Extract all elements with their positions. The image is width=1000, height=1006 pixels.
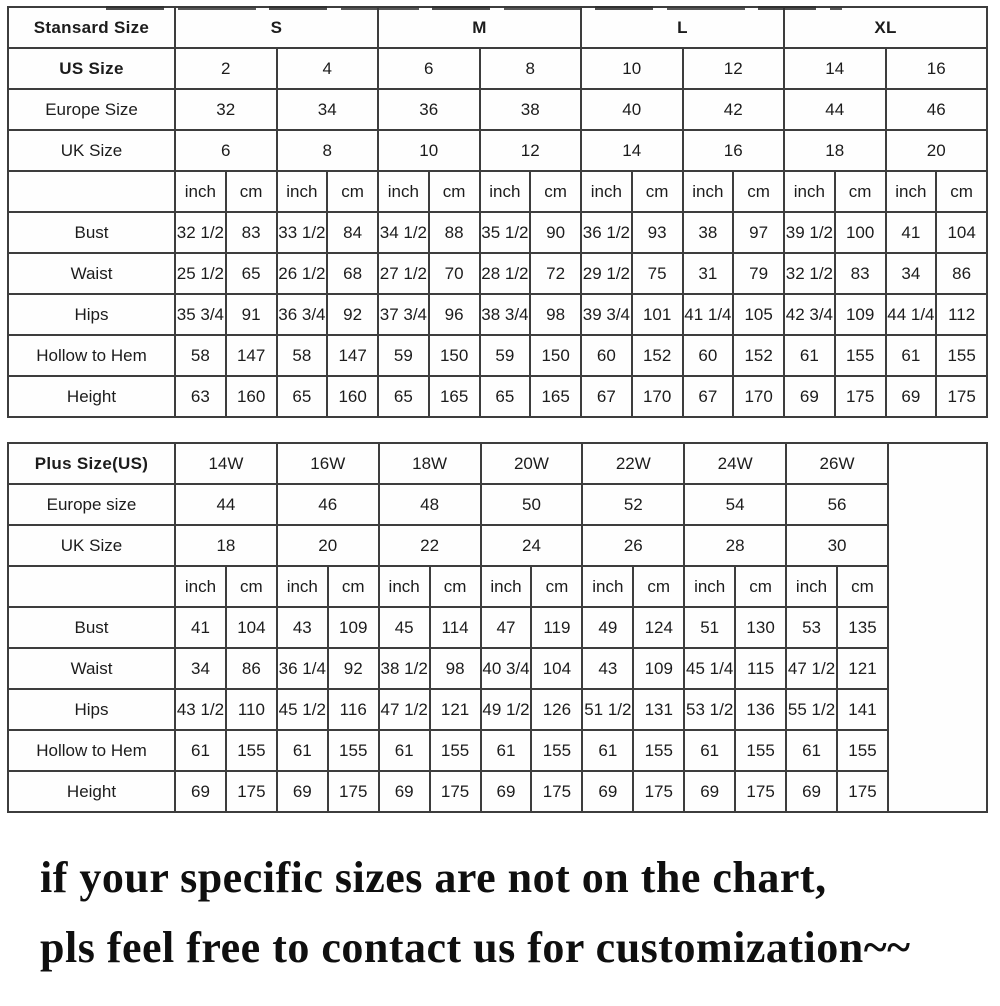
- table-cell: 150: [429, 335, 480, 376]
- table-cell: 67: [581, 376, 632, 417]
- table-cell: 41: [175, 607, 226, 648]
- table-cell: 41 1/4: [683, 294, 734, 335]
- table-cell: 175: [226, 771, 277, 812]
- table-cell: 26W: [786, 443, 888, 484]
- table-cell: 96: [429, 294, 480, 335]
- table-cell: 68: [327, 253, 378, 294]
- table-cell: 165: [429, 376, 480, 417]
- table-cell: 109: [633, 648, 684, 689]
- table-cell: 69: [379, 771, 430, 812]
- table-cell: 69: [684, 771, 735, 812]
- table-cell: 31: [683, 253, 734, 294]
- row-label: Hips: [8, 294, 175, 335]
- table-cell: 114: [430, 607, 481, 648]
- table-cell: 24W: [684, 443, 786, 484]
- table-cell: 52: [582, 484, 684, 525]
- table-cell: 45: [379, 607, 430, 648]
- table-cell: inch: [378, 171, 429, 212]
- table-cell: inch: [175, 566, 226, 607]
- table-cell: 155: [226, 730, 277, 771]
- table-row: [8, 771, 987, 812]
- empty-spacer-cell: [888, 443, 987, 812]
- table-cell: 69: [277, 771, 328, 812]
- table-cell: 22: [379, 525, 481, 566]
- table-cell: 61: [684, 730, 735, 771]
- table-cell: 35 1/2: [480, 212, 531, 253]
- table-cell: 58: [277, 335, 328, 376]
- table-cell: 84: [327, 212, 378, 253]
- table-cell: 79: [733, 253, 784, 294]
- table-cell: 54: [684, 484, 786, 525]
- table-cell: inch: [684, 566, 735, 607]
- table-cell: cm: [531, 566, 582, 607]
- row-label: Height: [8, 376, 175, 417]
- table-cell: 61: [784, 335, 835, 376]
- note-line-2: pls feel free to contact us for customization~~: [40, 923, 911, 972]
- table-cell: 126: [531, 689, 582, 730]
- table-cell: 72: [530, 253, 581, 294]
- table-cell: cm: [633, 566, 684, 607]
- table-cell: 61: [175, 730, 226, 771]
- table-cell: inch: [886, 171, 937, 212]
- table-cell: 44 1/4: [886, 294, 937, 335]
- table-row: [8, 212, 987, 253]
- row-label: Waist: [8, 648, 175, 689]
- table-cell: 110: [226, 689, 277, 730]
- table-cell: 47: [481, 607, 532, 648]
- table-cell: inch: [582, 566, 633, 607]
- table-cell: 121: [837, 648, 888, 689]
- table-cell: 131: [633, 689, 684, 730]
- table-cell: S: [175, 7, 378, 48]
- table-cell: 47 1/2: [379, 689, 430, 730]
- table-row: [8, 566, 987, 607]
- table-cell: 175: [735, 771, 786, 812]
- table-cell: 40: [581, 89, 683, 130]
- row-label: Bust: [8, 212, 175, 253]
- table-cell: 38: [480, 89, 582, 130]
- table-cell: 93: [632, 212, 683, 253]
- row-label: US Size: [8, 48, 175, 89]
- table-cell: 147: [327, 335, 378, 376]
- table-row: [8, 89, 987, 130]
- table-cell: 165: [530, 376, 581, 417]
- row-label: Plus Size(US): [8, 443, 175, 484]
- row-label: Europe Size: [8, 89, 175, 130]
- table-cell: 18: [175, 525, 277, 566]
- table-cell: cm: [226, 171, 277, 212]
- table-cell: 34: [886, 253, 937, 294]
- table-cell: 28 1/2: [480, 253, 531, 294]
- table-cell: 155: [735, 730, 786, 771]
- table-cell: 121: [430, 689, 481, 730]
- table-cell: 29 1/2: [581, 253, 632, 294]
- table-cell: 16W: [277, 443, 379, 484]
- table-cell: 100: [835, 212, 886, 253]
- table-cell: 36 1/2: [581, 212, 632, 253]
- table-cell: 36: [378, 89, 480, 130]
- table-cell: 86: [936, 253, 987, 294]
- table-cell: 42: [683, 89, 785, 130]
- table-cell: 155: [837, 730, 888, 771]
- table-cell: cm: [430, 566, 481, 607]
- table-cell: 43: [277, 607, 328, 648]
- table-cell: 6: [378, 48, 480, 89]
- table-cell: 46: [277, 484, 379, 525]
- table-cell: 136: [735, 689, 786, 730]
- table-cell: cm: [835, 171, 886, 212]
- table-cell: 45 1/2: [277, 689, 328, 730]
- table-cell: 152: [733, 335, 784, 376]
- table-cell: 155: [633, 730, 684, 771]
- table-cell: 69: [175, 771, 226, 812]
- table-cell: 61: [582, 730, 633, 771]
- table-cell: 51 1/2: [582, 689, 633, 730]
- table-row: [8, 48, 987, 89]
- row-label: UK Size: [8, 525, 175, 566]
- table-cell: 69: [481, 771, 532, 812]
- table-cell: 135: [837, 607, 888, 648]
- table-cell: 44: [175, 484, 277, 525]
- table-cell: cm: [632, 171, 683, 212]
- row-label: Hips: [8, 689, 175, 730]
- table-cell: 155: [936, 335, 987, 376]
- table-cell: 34: [277, 89, 379, 130]
- table-cell: 12: [683, 48, 785, 89]
- table-cell: 75: [632, 253, 683, 294]
- table-cell: inch: [277, 171, 328, 212]
- table-cell: 55 1/2: [786, 689, 837, 730]
- table-cell: 36 3/4: [277, 294, 328, 335]
- table-cell: inch: [277, 566, 328, 607]
- table-cell: 170: [733, 376, 784, 417]
- table-cell: 92: [328, 648, 379, 689]
- table-cell: 86: [226, 648, 277, 689]
- table-cell: 28: [684, 525, 786, 566]
- table-cell: 175: [936, 376, 987, 417]
- table-row: [8, 376, 987, 417]
- table-cell: 91: [226, 294, 277, 335]
- table-cell: cm: [327, 171, 378, 212]
- table-cell: inch: [481, 566, 532, 607]
- table-cell: 61: [786, 730, 837, 771]
- table-row: [8, 335, 987, 376]
- table-cell: 160: [327, 376, 378, 417]
- table-cell: 59: [378, 335, 429, 376]
- table-cell: 104: [226, 607, 277, 648]
- table-cell: 45 1/4: [684, 648, 735, 689]
- table-cell: 33 1/2: [277, 212, 328, 253]
- table-cell: 41: [886, 212, 937, 253]
- table-cell: 49: [582, 607, 633, 648]
- row-label: [8, 566, 175, 607]
- table-cell: 160: [226, 376, 277, 417]
- table-cell: 175: [837, 771, 888, 812]
- table-cell: 60: [683, 335, 734, 376]
- table-cell: 152: [632, 335, 683, 376]
- table-cell: 90: [530, 212, 581, 253]
- table-cell: 8: [277, 130, 379, 171]
- table-cell: 46: [886, 89, 988, 130]
- table-cell: 59: [480, 335, 531, 376]
- table-cell: 49 1/2: [481, 689, 532, 730]
- table-cell: 170: [632, 376, 683, 417]
- table-cell: 124: [633, 607, 684, 648]
- table-cell: 53: [786, 607, 837, 648]
- table-cell: 141: [837, 689, 888, 730]
- table-cell: 50: [481, 484, 583, 525]
- note-line-1: if your specific sizes are not on the chart,: [40, 853, 827, 902]
- table-cell: 69: [786, 771, 837, 812]
- table-cell: 20: [886, 130, 988, 171]
- table-cell: 27 1/2: [378, 253, 429, 294]
- table-cell: 51: [684, 607, 735, 648]
- table-cell: 43 1/2: [175, 689, 226, 730]
- table-row: [8, 130, 987, 171]
- table-cell: 18W: [379, 443, 481, 484]
- table-cell: 155: [430, 730, 481, 771]
- table-cell: 16: [683, 130, 785, 171]
- table-cell: 98: [530, 294, 581, 335]
- table-cell: 16: [886, 48, 988, 89]
- table-row: [8, 648, 987, 689]
- table-cell: cm: [429, 171, 480, 212]
- table-cell: 155: [835, 335, 886, 376]
- table-cell: cm: [733, 171, 784, 212]
- table-cell: M: [378, 7, 581, 48]
- table-cell: 32: [175, 89, 277, 130]
- table-cell: 58: [175, 335, 226, 376]
- row-label: Hollow to Hem: [8, 335, 175, 376]
- row-label: UK Size: [8, 130, 175, 171]
- table-cell: 69: [886, 376, 937, 417]
- table-cell: cm: [936, 171, 987, 212]
- table-cell: 40 3/4: [481, 648, 532, 689]
- table-cell: 53 1/2: [684, 689, 735, 730]
- table-cell: 26 1/2: [277, 253, 328, 294]
- table-cell: 10: [581, 48, 683, 89]
- table-cell: 32 1/2: [175, 212, 226, 253]
- table-cell: 115: [735, 648, 786, 689]
- table-cell: 98: [430, 648, 481, 689]
- table-cell: cm: [837, 566, 888, 607]
- table-cell: 12: [480, 130, 582, 171]
- table-row: [8, 253, 987, 294]
- table-cell: 104: [936, 212, 987, 253]
- table-cell: 39 1/2: [784, 212, 835, 253]
- table-cell: 14W: [175, 443, 277, 484]
- table-cell: cm: [328, 566, 379, 607]
- table-cell: 20W: [481, 443, 583, 484]
- table-cell: 18: [784, 130, 886, 171]
- table-cell: 101: [632, 294, 683, 335]
- table-cell: 88: [429, 212, 480, 253]
- table-cell: 67: [683, 376, 734, 417]
- table-row: [8, 484, 987, 525]
- table-cell: 147: [226, 335, 277, 376]
- table-row: [8, 7, 987, 48]
- table-cell: 38 3/4: [480, 294, 531, 335]
- table-cell: 34 1/2: [378, 212, 429, 253]
- table-cell: 61: [886, 335, 937, 376]
- table-cell: 63: [175, 376, 226, 417]
- table-cell: 32 1/2: [784, 253, 835, 294]
- top-crop-artifact: [106, 6, 842, 10]
- table-cell: 65: [480, 376, 531, 417]
- table-cell: inch: [683, 171, 734, 212]
- table-cell: 70: [429, 253, 480, 294]
- table-cell: 112: [936, 294, 987, 335]
- table-cell: 92: [327, 294, 378, 335]
- table-row: [8, 689, 987, 730]
- table-cell: 56: [786, 484, 888, 525]
- table-cell: 65: [378, 376, 429, 417]
- table-cell: 69: [784, 376, 835, 417]
- table-cell: 65: [277, 376, 328, 417]
- table-cell: 175: [328, 771, 379, 812]
- table-row: [8, 294, 987, 335]
- table-cell: 8: [480, 48, 582, 89]
- table-cell: 65: [226, 253, 277, 294]
- table-cell: inch: [379, 566, 430, 607]
- table-cell: 10: [378, 130, 480, 171]
- table-cell: 150: [530, 335, 581, 376]
- table-cell: 14: [784, 48, 886, 89]
- table-cell: inch: [175, 171, 226, 212]
- table-cell: 43: [582, 648, 633, 689]
- table-cell: 61: [277, 730, 328, 771]
- table-cell: inch: [581, 171, 632, 212]
- table-cell: 119: [531, 607, 582, 648]
- row-label: [8, 171, 175, 212]
- table-cell: 175: [835, 376, 886, 417]
- table-cell: 30: [786, 525, 888, 566]
- row-label: Bust: [8, 607, 175, 648]
- table-cell: 97: [733, 212, 784, 253]
- table-cell: 175: [430, 771, 481, 812]
- table-cell: 4: [277, 48, 379, 89]
- row-label: Europe size: [8, 484, 175, 525]
- table-cell: 22W: [582, 443, 684, 484]
- table-cell: inch: [480, 171, 531, 212]
- table-cell: cm: [735, 566, 786, 607]
- table-row: [8, 443, 987, 484]
- table-cell: 25 1/2: [175, 253, 226, 294]
- table-cell: 24: [481, 525, 583, 566]
- table-cell: 175: [633, 771, 684, 812]
- plus-size-table: [7, 442, 988, 813]
- table-row: [8, 607, 987, 648]
- table-cell: 155: [531, 730, 582, 771]
- table-cell: 42 3/4: [784, 294, 835, 335]
- table-cell: 26: [582, 525, 684, 566]
- table-row: [8, 171, 987, 212]
- table-cell: 83: [226, 212, 277, 253]
- table-cell: 83: [835, 253, 886, 294]
- table-cell: 109: [835, 294, 886, 335]
- table-cell: 38: [683, 212, 734, 253]
- customization-note: [40, 843, 1000, 983]
- table-cell: cm: [530, 171, 581, 212]
- standard-size-table: [7, 6, 988, 418]
- row-label: Waist: [8, 253, 175, 294]
- table-cell: 36 1/4: [277, 648, 328, 689]
- table-cell: L: [581, 7, 784, 48]
- row-label: Hollow to Hem: [8, 730, 175, 771]
- table-cell: 20: [277, 525, 379, 566]
- table-cell: XL: [784, 7, 987, 48]
- table-cell: inch: [786, 566, 837, 607]
- row-label: Stansard Size: [8, 7, 175, 48]
- table-cell: 105: [733, 294, 784, 335]
- table-cell: 130: [735, 607, 786, 648]
- table-cell: 37 3/4: [378, 294, 429, 335]
- table-cell: 48: [379, 484, 481, 525]
- table-cell: 60: [581, 335, 632, 376]
- table-cell: 61: [481, 730, 532, 771]
- table-row: [8, 730, 987, 771]
- table-cell: 109: [328, 607, 379, 648]
- table-cell: 6: [175, 130, 277, 171]
- table-cell: cm: [226, 566, 277, 607]
- table-cell: 34: [175, 648, 226, 689]
- table-cell: 69: [582, 771, 633, 812]
- table-cell: 175: [531, 771, 582, 812]
- table-cell: 35 3/4: [175, 294, 226, 335]
- table-cell: 104: [531, 648, 582, 689]
- row-label: Height: [8, 771, 175, 812]
- table-row: [8, 525, 987, 566]
- table-cell: 61: [379, 730, 430, 771]
- table-cell: 47 1/2: [786, 648, 837, 689]
- table-cell: 14: [581, 130, 683, 171]
- table-cell: 116: [328, 689, 379, 730]
- table-cell: 155: [328, 730, 379, 771]
- table-cell: 44: [784, 89, 886, 130]
- table-cell: 38 1/2: [379, 648, 430, 689]
- table-cell: inch: [784, 171, 835, 212]
- table-cell: 2: [175, 48, 277, 89]
- table-cell: 39 3/4: [581, 294, 632, 335]
